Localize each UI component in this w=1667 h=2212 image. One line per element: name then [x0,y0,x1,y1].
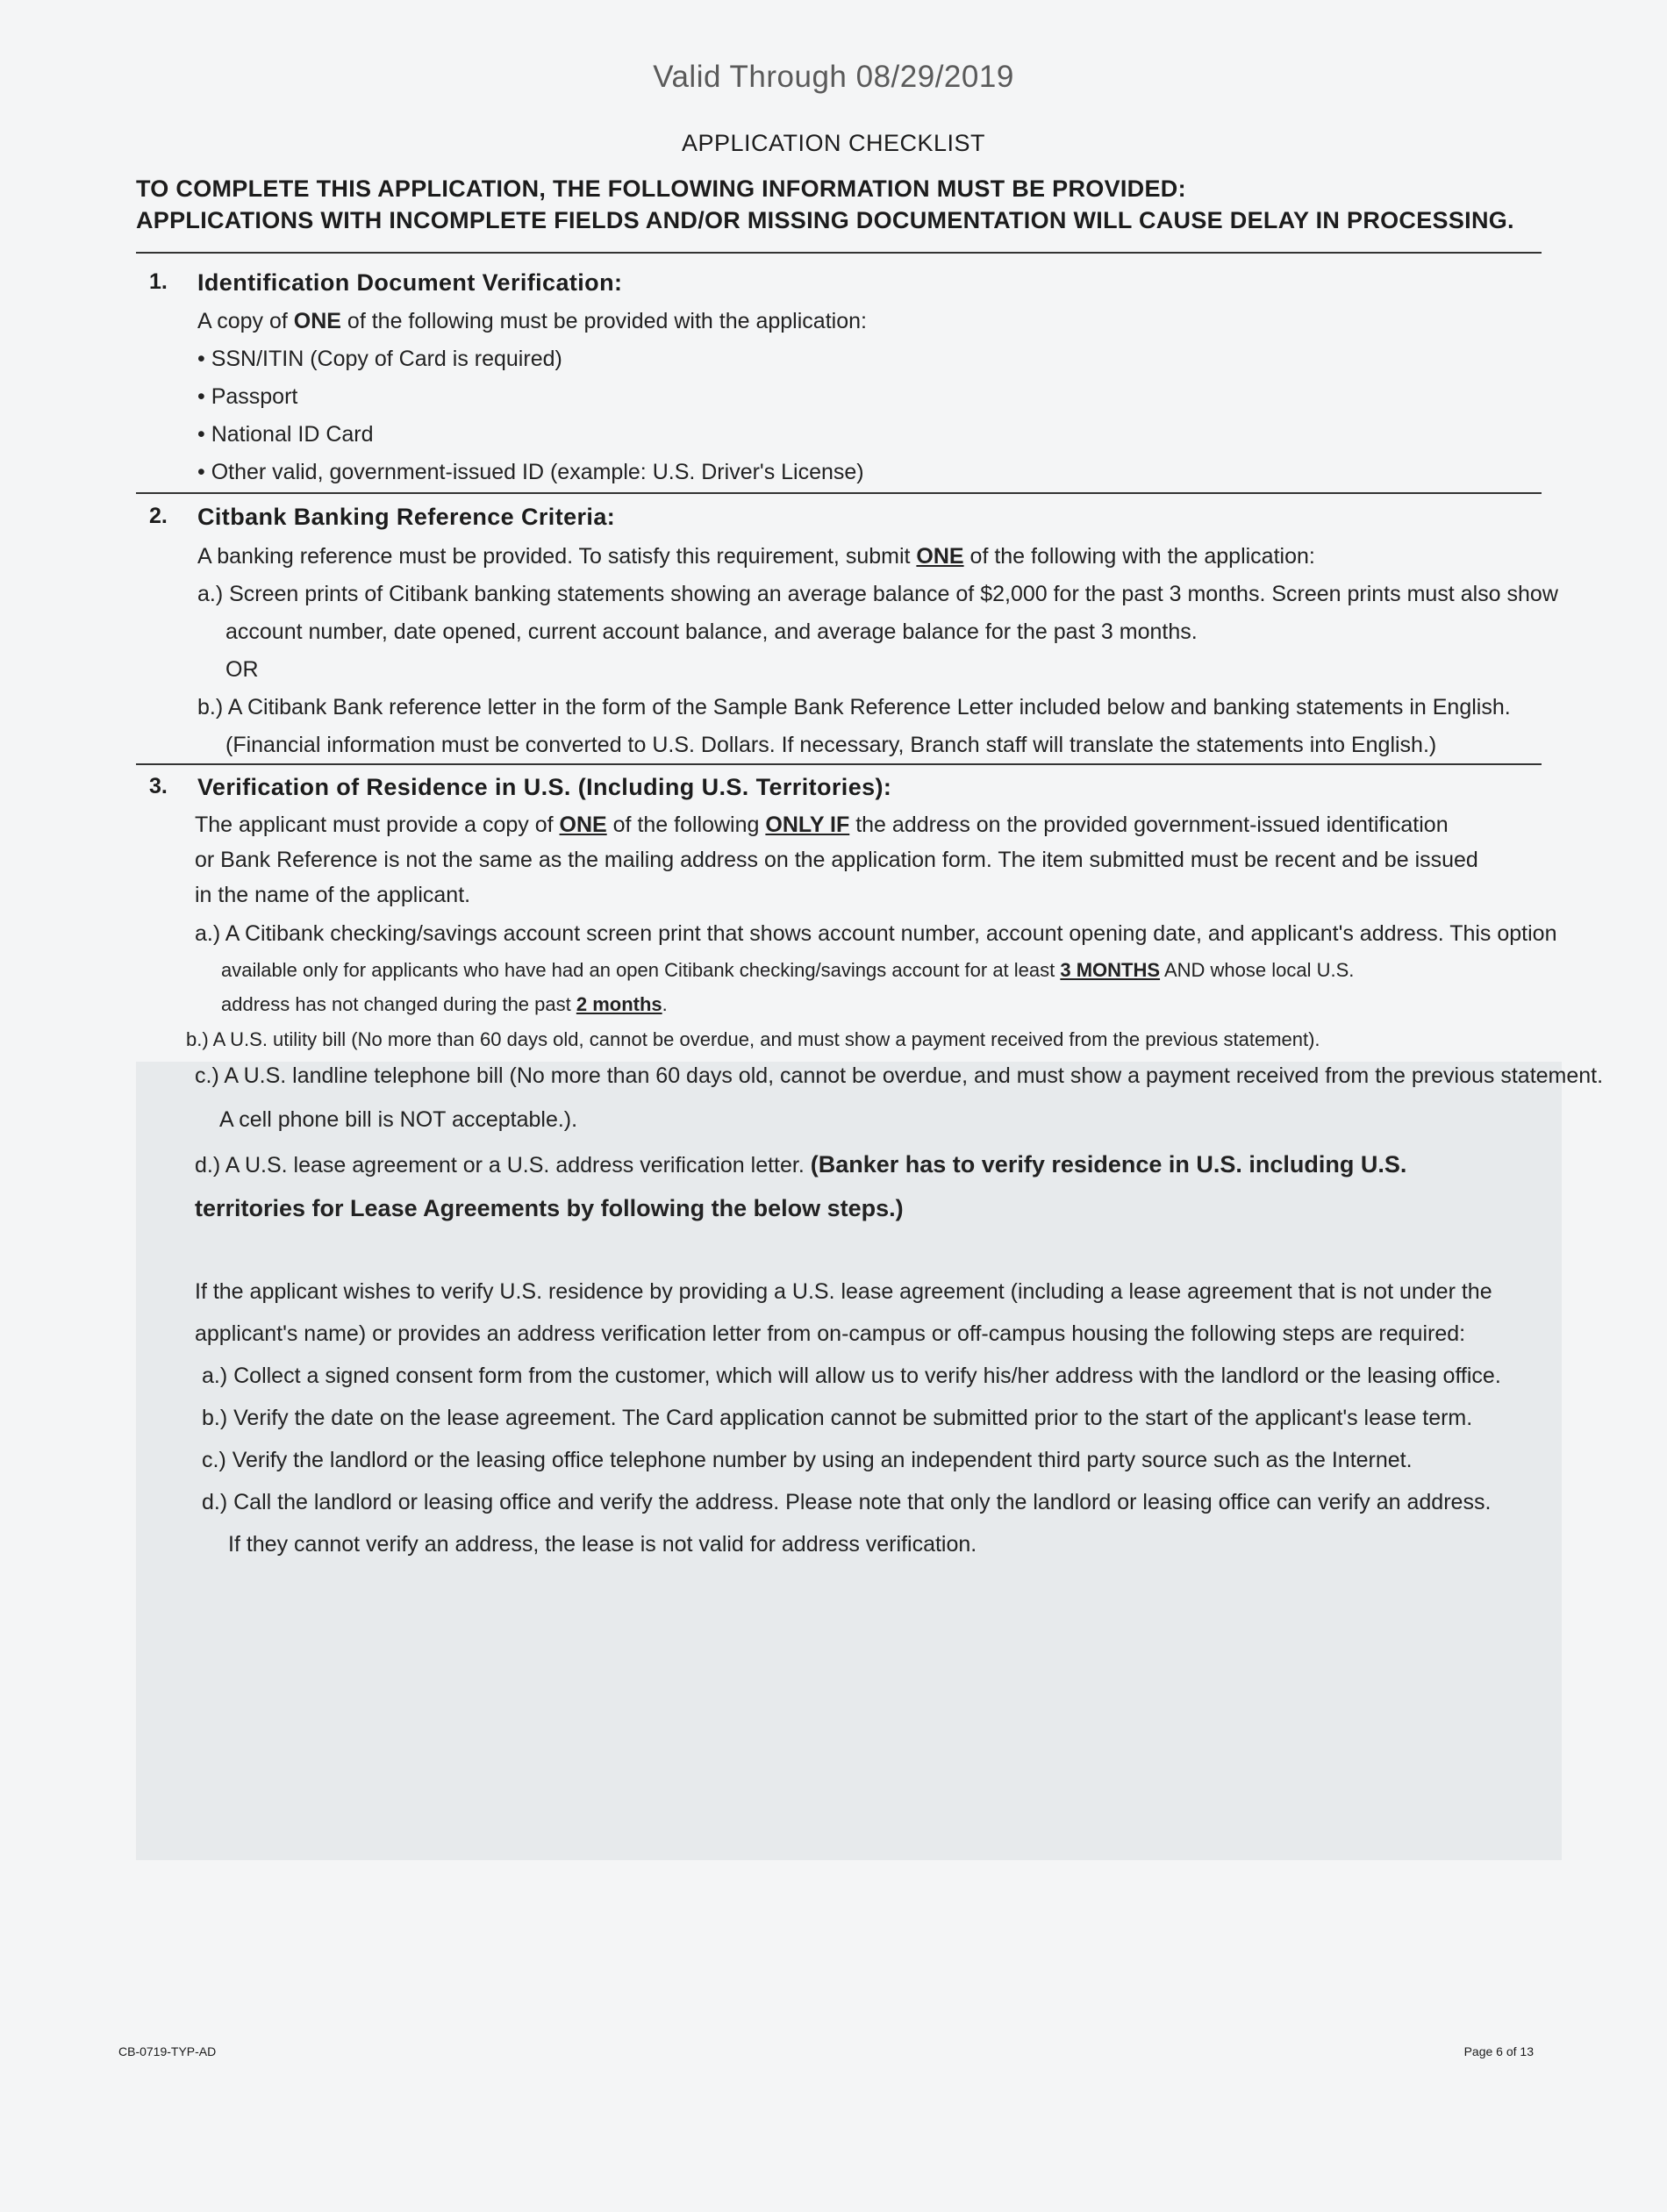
section-3-intro-line: or Bank Reference is not the same as the mailing address on the application form. The item submitted must be recent and be issued [195,848,1478,872]
valid-through-stamp: Valid Through 08/29/2019 [653,60,1014,94]
section-2-heading: Citbank Banking Reference Criteria: [197,504,616,530]
list-item: c.) Verify the landlord or the leasing office telephone number by using an independent third party source such as the Internet. [202,1448,1413,1472]
section-1-intro: A copy of ONE of the following must be provided with the application: [197,309,867,333]
lease-intro-line: applicant's name) or provides an address verification letter from on-campus or off-campus housing the following steps are required: [195,1321,1466,1346]
lease-intro-line: If the applicant wishes to verify U.S. residence by providing a U.S. lease agreement (including a lease agreement that is not under the [195,1279,1492,1304]
list-item: (Financial information must be converted to U.S. Dollars. If necessary, Branch staff will translate the statements into English.) [225,733,1437,757]
warning-line-1: TO COMPLETE THIS APPLICATION, THE FOLLOWING INFORMATION MUST BE PROVIDED: [136,175,1186,202]
list-item: a.) Collect a signed consent form from the customer, which will allow us to verify his/her address with the landlord or the leasing office. [202,1364,1501,1388]
or-text: OR [225,657,259,682]
list-item: d.) A U.S. lease agreement or a U.S. address verification letter. (Banker has to verify residence in U.S. including U.S. [195,1151,1407,1178]
divider [136,763,1542,765]
section-2-intro: A banking reference must be provided. To satisfy this requirement, submit ONE of the following with the application: [197,544,1315,569]
list-item: b.) A U.S. utility bill (No more than 60 days old, cannot be overdue, and must show a payment received from the previous statement). [186,1028,1320,1050]
section-3-intro-line: in the name of the applicant. [195,883,471,907]
section-2-number: 2. [149,504,168,528]
list-item: c.) A U.S. landline telephone bill (No more than 60 days old, cannot be overdue, and must show a payment received from the previous statement. [195,1063,1604,1088]
list-item: address has not changed during the past 2 months. [221,993,668,1015]
section-3-heading: Verification of Residence in U.S. (Including U.S. Territories): [197,774,892,800]
section-1-number: 1. [149,269,168,294]
page-number: Page 6 of 13 [1463,2044,1534,2058]
list-item: a.) Screen prints of Citibank banking statements showing an average balance of $2,000 for the past 3 months. Screen prints must also show [197,582,1558,606]
list-item: b.) Verify the date on the lease agreement. The Card application cannot be submitted prior to the start of the applicant's lease term. [202,1406,1473,1430]
list-item: account number, date opened, current account balance, and average balance for the past 3 months. [225,619,1198,644]
section-3-number: 3. [149,774,168,798]
list-item: If they cannot verify an address, the lease is not valid for address verification. [228,1532,977,1557]
list-item: • National ID Card [197,422,374,447]
page-title: APPLICATION CHECKLIST [681,130,986,156]
form-code: CB-0719-TYP-AD [118,2044,217,2058]
list-item: A cell phone bill is NOT acceptable.). [219,1107,578,1132]
divider [136,252,1542,254]
list-item: territories for Lease Agreements by following the below steps.) [195,1195,904,1221]
list-item: a.) A Citibank checking/savings account screen print that shows account number, account opening date, and applicant's address. This option [195,921,1557,946]
warning-line-2: APPLICATIONS WITH INCOMPLETE FIELDS AND/OR MISSING DOCUMENTATION WILL CAUSE DELAY IN PROCESSING. [136,207,1514,233]
list-item: d.) Call the landlord or leasing office and verify the address. Please note that only the landlord or leasing office can verify an address. [202,1490,1492,1514]
list-item: • SSN/ITIN (Copy of Card is required) [197,347,562,371]
section-1-heading: Identification Document Verification: [197,269,623,296]
section-3-intro: The applicant must provide a copy of ONE of the following ONLY IF the address on the provided government-issued identification [195,812,1449,837]
list-item: • Other valid, government-issued ID (example: U.S. Driver's License) [197,460,864,484]
list-item: b.) A Citibank Bank reference letter in the form of the Sample Bank Reference Letter included below and banking statements in English. [197,695,1511,719]
list-item: available only for applicants who have had an open Citibank checking/savings account for at least 3 MONTHS AND whose local U.S. [221,959,1355,981]
divider [136,492,1542,494]
list-item: • Passport [197,384,298,409]
